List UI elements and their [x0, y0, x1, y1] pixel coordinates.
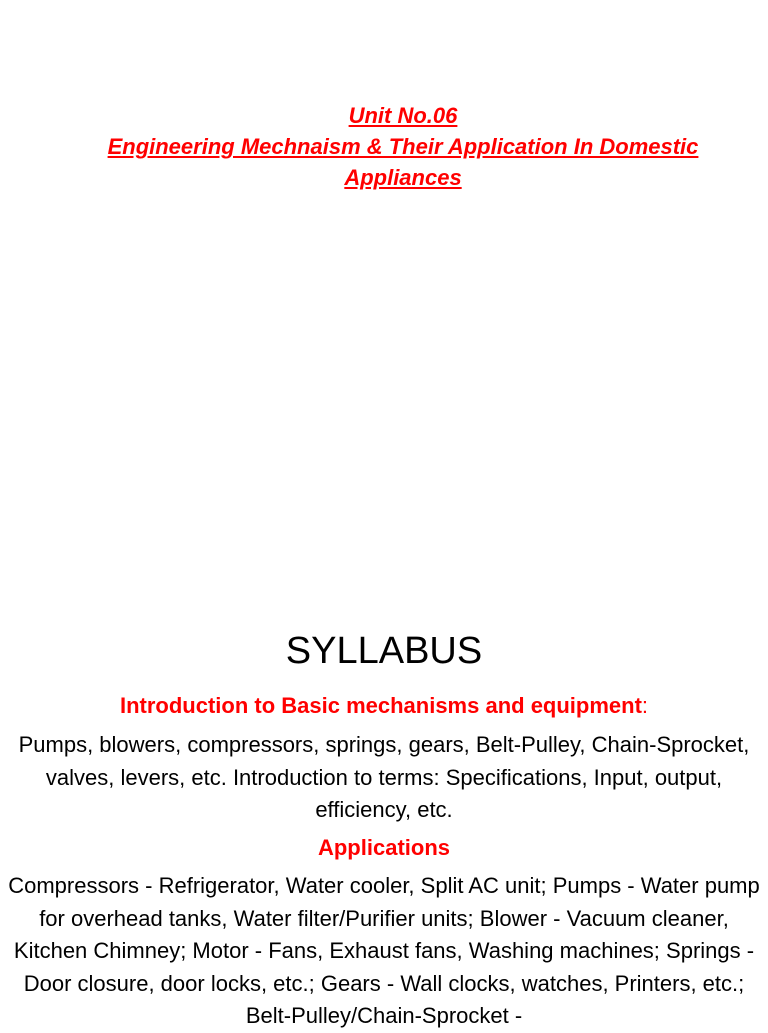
syllabus-title: SYLLABUS: [285, 630, 483, 672]
applications-body-text: Compressors - Refrigerator, Water cooler, Split AC unit; Pumps - Water pump for overhead tanks, Water filter/Purifier units; Blower - Vacuum cleaner, Kitchen Chimney; Motor - Fans, Exhaust fans, Washing machines; Springs - Door closure, door locks, etc.; Gears - Wall clocks, watches, Printers, etc.; Belt-Pulley/Chain-Sprocket -: [8, 873, 760, 1028]
unit-number: Unit No.06: [348, 103, 458, 128]
intro-section-heading: [0, 691, 768, 721]
unit-title-line-2: Appliances: [344, 165, 462, 190]
unit-heading: [100, 100, 706, 193]
intro-body-text: Pumps, blowers, compressors, springs, gears, Belt-Pulley, Chain-Sprocket, valves, levers, etc. Introduction to terms: Specifications, Input, output, efficiency, etc.: [18, 732, 750, 822]
intro-heading-colon: :: [641, 693, 649, 718]
intro-heading-text: Introduction to Basic mechanisms and equipment: [119, 693, 642, 718]
unit-title-line-1: Engineering Mechnaism & Their Application In Domestic: [107, 134, 699, 159]
syllabus-slide: [0, 600, 768, 1028]
applications-section-heading: Applications: [317, 835, 450, 860]
